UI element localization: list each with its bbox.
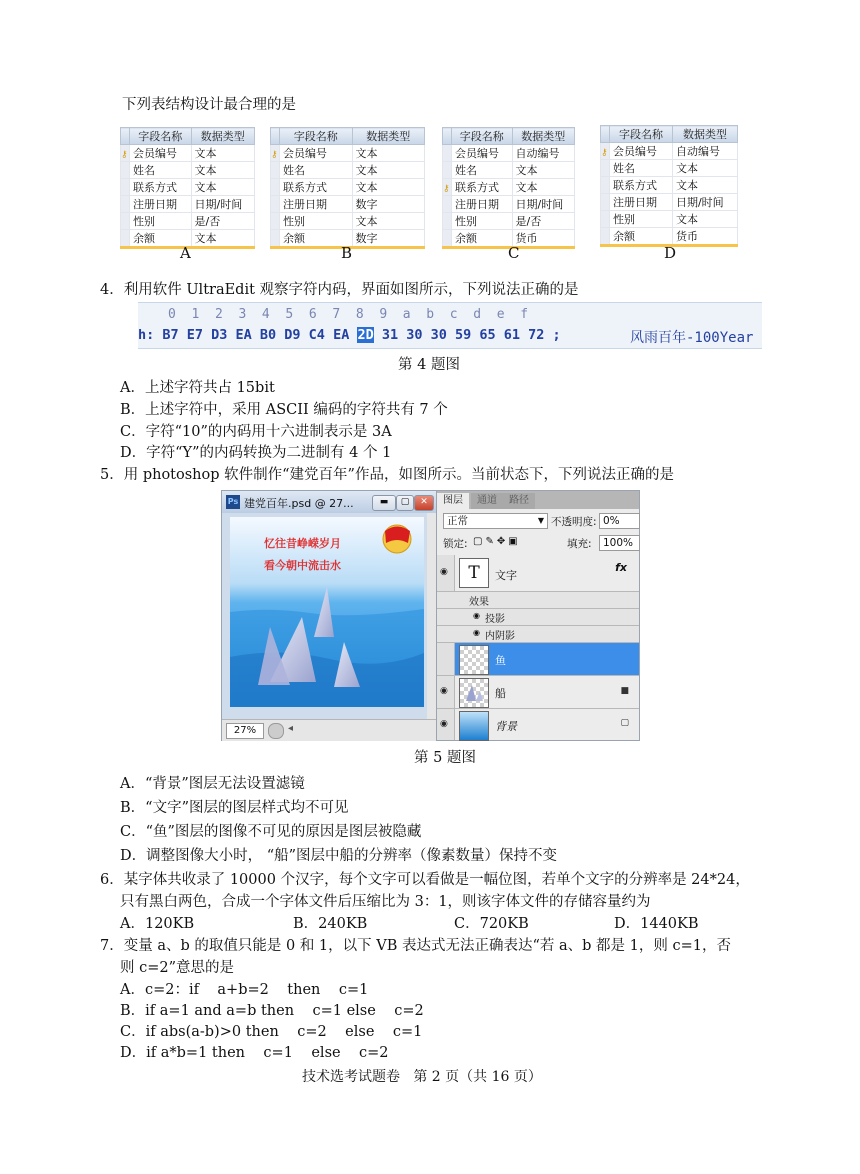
option-label-c: C bbox=[508, 244, 520, 262]
visibility-toggle[interactable] bbox=[437, 643, 455, 675]
q4-option-c: C．字符“10”的内码用十六进制表示是 3A bbox=[120, 424, 392, 440]
lock-row bbox=[437, 533, 639, 553]
layers-panel bbox=[437, 491, 639, 740]
row-selector bbox=[601, 160, 610, 177]
text-layer-thumb: T bbox=[459, 558, 489, 588]
q5-option-b: B．“文字”图层的图层样式均不可见 bbox=[120, 800, 349, 816]
option-label-b: B bbox=[341, 244, 353, 262]
document-title[interactable]: 建党百年.psd @ 27... bbox=[244, 497, 354, 510]
row-selector bbox=[601, 194, 610, 211]
field-name-cell: 联系方式 bbox=[280, 179, 353, 196]
blend-mode-select[interactable] bbox=[443, 513, 548, 529]
field-name-cell: 性别 bbox=[130, 213, 192, 230]
row-selector bbox=[271, 213, 280, 230]
q4-caption: 第 4 题图 bbox=[398, 357, 460, 373]
maximize-icon[interactable]: ▢ bbox=[396, 495, 414, 511]
effects-label: 效果 bbox=[469, 597, 489, 608]
data-type-cell: 文本 bbox=[672, 160, 737, 177]
field-table-b bbox=[270, 127, 425, 249]
lock-label: 锁定: bbox=[443, 538, 468, 550]
background-layer-thumb bbox=[459, 711, 489, 741]
field-name-cell: 联系方式 bbox=[130, 179, 192, 196]
column-header-field-name: 字段名称 bbox=[452, 128, 513, 145]
primary-key-icon: ⚷ bbox=[601, 147, 608, 158]
eye-icon: ◉ bbox=[440, 686, 448, 696]
data-type-cell: 是/否 bbox=[512, 213, 574, 230]
layer-boat[interactable] bbox=[437, 676, 639, 709]
column-header-data-type: 数据类型 bbox=[352, 128, 425, 145]
eye-icon: ◉ bbox=[440, 567, 448, 577]
field-name-cell: 注册日期 bbox=[610, 194, 673, 211]
field-name-cell: 余额 bbox=[610, 228, 673, 246]
table-row bbox=[121, 179, 255, 196]
row-selector bbox=[121, 196, 130, 213]
q6-option-c: C．720KB bbox=[454, 916, 529, 932]
fx-icon: fx bbox=[615, 561, 627, 574]
field-name-cell: 联系方式 bbox=[452, 179, 513, 196]
row-selector bbox=[443, 179, 452, 196]
q3-stem: 下列表结构设计最合理的是 bbox=[122, 97, 296, 113]
field-name-cell: 余额 bbox=[130, 230, 192, 248]
fish-layer-thumb bbox=[459, 645, 489, 675]
column-header-field-name: 字段名称 bbox=[280, 128, 353, 145]
primary-key-icon: ⚷ bbox=[271, 149, 278, 160]
table-row bbox=[121, 145, 255, 162]
field-name-cell: 性别 bbox=[280, 213, 353, 230]
column-header-data-type: 数据类型 bbox=[512, 128, 574, 145]
data-type-cell: 货币 bbox=[512, 230, 574, 248]
row-selector bbox=[121, 230, 130, 248]
q6-option-d: D．1440KB bbox=[614, 916, 699, 932]
field-name-cell: 会员编号 bbox=[280, 145, 353, 162]
layer-name: 背景 bbox=[495, 720, 517, 733]
layer-background[interactable] bbox=[437, 709, 639, 740]
column-header-field-name: 字段名称 bbox=[610, 126, 673, 143]
row-selector bbox=[271, 179, 280, 196]
boat-thumb-image bbox=[460, 679, 488, 707]
data-type-cell: 日期/时间 bbox=[672, 194, 737, 211]
table-row bbox=[271, 162, 425, 179]
visibility-toggle[interactable] bbox=[437, 676, 455, 708]
eye-icon: ◉ bbox=[440, 719, 448, 729]
table-row bbox=[121, 162, 255, 179]
row-selector bbox=[121, 162, 130, 179]
data-type-cell: 文本 bbox=[191, 179, 255, 196]
table-row bbox=[271, 213, 425, 230]
primary-key-icon: ⚷ bbox=[443, 183, 450, 194]
data-type-cell: 自动编号 bbox=[512, 145, 574, 162]
tab-channels[interactable]: 通道 bbox=[471, 493, 503, 509]
visibility-toggle[interactable] bbox=[437, 709, 455, 740]
effect-name: 投影 bbox=[485, 614, 505, 625]
row-selector bbox=[271, 145, 280, 162]
q4-stem: 4．利用软件 UltraEdit 观察字符内码，界面如图所示，下列说法正确的是 bbox=[100, 282, 579, 298]
vertical-scrollbar[interactable] bbox=[427, 513, 436, 719]
q4-option-d: D．字符“Y”的内码转换为二进制有 4 个 1 bbox=[120, 445, 392, 461]
field-name-cell: 注册日期 bbox=[280, 196, 353, 213]
data-type-cell: 是/否 bbox=[191, 213, 255, 230]
data-type-cell: 数字 bbox=[352, 230, 425, 248]
row-selector bbox=[443, 162, 452, 179]
field-table-d bbox=[600, 125, 738, 247]
table-header-row bbox=[601, 126, 738, 143]
lock-icon: ▢ bbox=[620, 718, 629, 728]
data-type-cell: 文本 bbox=[672, 177, 737, 194]
q6-option-b: B．240KB bbox=[293, 916, 368, 932]
tab-layers[interactable]: 图层 bbox=[437, 493, 469, 509]
data-type-cell: 文本 bbox=[512, 162, 574, 179]
image-canvas bbox=[230, 517, 424, 707]
eye-icon[interactable]: ◉ bbox=[473, 611, 480, 620]
field-name-cell: 姓名 bbox=[610, 160, 673, 177]
chevron-down-icon: ▼ bbox=[537, 516, 544, 525]
data-type-cell: 数字 bbox=[352, 196, 425, 213]
field-name-cell: 会员编号 bbox=[130, 145, 192, 162]
field-name-cell: 余额 bbox=[452, 230, 513, 248]
field-name-cell: 注册日期 bbox=[130, 196, 192, 213]
hex-row bbox=[138, 327, 569, 343]
field-name-cell: 注册日期 bbox=[452, 196, 513, 213]
q7-option-d: D．if a*b=1 then c=1 else c=2 bbox=[120, 1045, 389, 1061]
hex-text-preview: 风雨百年-100Year bbox=[630, 330, 754, 346]
table-header-row bbox=[271, 128, 425, 145]
q4-option-b: B．上述字符中，采用 ASCII 编码的字符共有 7 个 bbox=[120, 402, 448, 418]
row-selector-header bbox=[271, 128, 280, 145]
canvas-line-2: 看今朝中流击水 bbox=[264, 559, 341, 572]
q5-stem: 5．用 photoshop 软件制作“建党百年”作品，如图所示。当前状态下，下列说法正确的是 bbox=[100, 467, 674, 483]
q5-option-c: C．“鱼”图层的图像不可见的原因是图层被隐藏 bbox=[120, 824, 422, 840]
q7-stem-line1: 7．变量 a、b 的取值只能是 0 和 1，以下 VB 表达式无法正确表达“若 a、b 都是 1，则 c=1，否 bbox=[100, 938, 731, 954]
data-type-cell: 文本 bbox=[191, 230, 255, 248]
table-row bbox=[601, 228, 738, 246]
document-titlebar bbox=[222, 491, 436, 513]
row-selector bbox=[271, 230, 280, 248]
document-window bbox=[222, 491, 437, 740]
q6-option-a: A．120KB bbox=[120, 916, 195, 932]
field-name-cell: 性别 bbox=[610, 211, 673, 228]
q5-option-a: A．“背景”图层无法设置滤镜 bbox=[120, 776, 305, 792]
table-row bbox=[601, 211, 738, 228]
opacity-field[interactable]: 0% bbox=[599, 513, 640, 529]
table-header-row bbox=[443, 128, 575, 145]
layer-name: 鱼 bbox=[495, 654, 506, 667]
q6-stem-line2: 只有黑白两色，合成一个字体文件后压缩比为 3：1，则该字体文件的存储容量约为 bbox=[120, 894, 651, 910]
data-type-cell: 文本 bbox=[352, 145, 425, 162]
minimize-icon[interactable]: ▬ bbox=[372, 495, 396, 511]
table-row bbox=[601, 177, 738, 194]
page-footer: 技术选考试题卷 第 2 页（共 16 页） bbox=[302, 1069, 542, 1085]
row-selector bbox=[443, 145, 452, 162]
column-header-field-name: 字段名称 bbox=[130, 128, 192, 145]
lock-icon: ■ bbox=[620, 686, 629, 696]
photoshop-screenshot bbox=[221, 490, 640, 741]
hex-column-header: 0 1 2 3 4 5 6 7 8 9 a b c d e f bbox=[168, 307, 529, 322]
row-selector bbox=[601, 211, 610, 228]
row-selector bbox=[601, 228, 610, 246]
row-selector bbox=[443, 230, 452, 248]
q6-stem-line1: 6．某字体共收录了 10000 个汉字，每个文字可以看做是一幅位图，若单个文字的分辨率是 24*24， bbox=[100, 872, 750, 888]
q7-option-c: C．if abs(a-b)>0 then c=2 else c=1 bbox=[120, 1024, 423, 1040]
row-selector bbox=[121, 145, 130, 162]
q4-option-a: A．上述字符共占 15bit bbox=[120, 380, 275, 396]
effect-name: 内阴影 bbox=[485, 631, 515, 642]
data-type-cell: 文本 bbox=[512, 179, 574, 196]
q7-stem-line2: 则 c=2”意思的是 bbox=[120, 960, 235, 976]
layer-name: 船 bbox=[495, 687, 506, 700]
row-selector bbox=[121, 213, 130, 230]
field-name-cell: 姓名 bbox=[452, 162, 513, 179]
document-statusbar bbox=[222, 719, 436, 741]
hex-prefix: h: B7 E7 D3 EA B0 D9 C4 EA bbox=[138, 327, 358, 343]
blend-mode-value: 正常 bbox=[447, 515, 468, 527]
row-selector bbox=[601, 177, 610, 194]
column-header-data-type: 数据类型 bbox=[191, 128, 255, 145]
eye-icon[interactable]: ◉ bbox=[473, 628, 480, 637]
data-type-cell: 文本 bbox=[672, 211, 737, 228]
q5-caption: 第 5 题图 bbox=[414, 750, 476, 766]
row-selector-header bbox=[121, 128, 130, 145]
row-selector bbox=[443, 196, 452, 213]
table-row bbox=[601, 160, 738, 177]
q7-option-b: B．if a=1 and a=b then c=1 else c=2 bbox=[120, 1003, 424, 1019]
layer-name: 文字 bbox=[495, 569, 517, 582]
table-row bbox=[443, 196, 575, 213]
effect-drop-shadow[interactable] bbox=[437, 609, 639, 626]
data-type-cell: 文本 bbox=[352, 213, 425, 230]
tab-paths[interactable]: 路径 bbox=[503, 493, 535, 509]
fill-field[interactable]: 100% bbox=[599, 535, 640, 551]
close-icon[interactable]: ✕ bbox=[414, 495, 434, 511]
table-row bbox=[271, 196, 425, 213]
field-name-cell: 联系方式 bbox=[610, 177, 673, 194]
boat-layer-thumb bbox=[459, 678, 489, 708]
data-type-cell: 日期/时间 bbox=[191, 196, 255, 213]
row-selector bbox=[271, 196, 280, 213]
ultraedit-strip bbox=[138, 302, 762, 349]
option-label-a: A bbox=[180, 244, 191, 262]
effect-inner-shadow[interactable] bbox=[437, 626, 639, 643]
row-selector bbox=[271, 162, 280, 179]
panel-tabs bbox=[437, 491, 639, 509]
sea-sailboats-image bbox=[230, 517, 424, 707]
data-type-cell: 日期/时间 bbox=[512, 196, 574, 213]
hex-rest: 31 30 30 59 65 61 72 ; bbox=[373, 327, 569, 343]
row-selector-header bbox=[601, 126, 610, 143]
q5-option-d: D．调整图像大小时， “船”图层中船的分辨率（像素数量）保持不变 bbox=[120, 848, 558, 864]
fill-label: 填充: bbox=[567, 538, 592, 550]
primary-key-icon: ⚷ bbox=[121, 149, 128, 160]
table-row bbox=[443, 213, 575, 230]
table-row bbox=[601, 143, 738, 160]
row-selector bbox=[443, 213, 452, 230]
field-name-cell: 性别 bbox=[452, 213, 513, 230]
field-name-cell: 会员编号 bbox=[610, 143, 673, 160]
canvas-line-1: 忆往昔峥嵘岁月 bbox=[264, 537, 341, 550]
q7-option-a: A．c=2：if a+b=2 then c=1 bbox=[120, 982, 369, 998]
data-type-cell: 文本 bbox=[352, 162, 425, 179]
layer-fish[interactable] bbox=[437, 643, 639, 676]
table-row bbox=[601, 194, 738, 211]
photoshop-icon: Ps bbox=[226, 495, 240, 509]
row-selector bbox=[601, 143, 610, 160]
blend-row bbox=[437, 509, 639, 531]
field-name-cell: 姓名 bbox=[280, 162, 353, 179]
column-header-data-type: 数据类型 bbox=[672, 126, 737, 143]
data-type-cell: 文本 bbox=[191, 162, 255, 179]
row-selector bbox=[121, 179, 130, 196]
table-row bbox=[121, 196, 255, 213]
table-row bbox=[121, 213, 255, 230]
opacity-label: 不透明度: bbox=[551, 516, 597, 528]
data-type-cell: 文本 bbox=[352, 179, 425, 196]
zoom-field[interactable]: 27% bbox=[226, 723, 264, 739]
field-table-c bbox=[442, 127, 575, 249]
visibility-toggle[interactable] bbox=[437, 555, 455, 591]
table-row bbox=[271, 145, 425, 162]
field-name-cell: 姓名 bbox=[130, 162, 192, 179]
effects-row bbox=[437, 592, 639, 609]
field-name-cell: 余额 bbox=[280, 230, 353, 248]
layer-text[interactable] bbox=[437, 555, 639, 592]
table-row bbox=[271, 179, 425, 196]
table-header-row bbox=[121, 128, 255, 145]
table-row bbox=[443, 145, 575, 162]
hex-highlight: 2D bbox=[357, 327, 374, 343]
data-type-cell: 货币 bbox=[672, 228, 737, 246]
option-label-d: D bbox=[664, 244, 677, 262]
table-row bbox=[443, 162, 575, 179]
lock-icons[interactable]: ▢✎✥▣ bbox=[473, 536, 521, 547]
status-menu-icon[interactable] bbox=[268, 723, 284, 739]
row-selector-header bbox=[443, 128, 452, 145]
data-type-cell: 文本 bbox=[191, 145, 255, 162]
scroll-left-icon[interactable]: ◂ bbox=[288, 723, 294, 734]
data-type-cell: 自动编号 bbox=[672, 143, 737, 160]
table-row bbox=[443, 179, 575, 196]
field-table-a bbox=[120, 127, 255, 249]
field-name-cell: 会员编号 bbox=[452, 145, 513, 162]
